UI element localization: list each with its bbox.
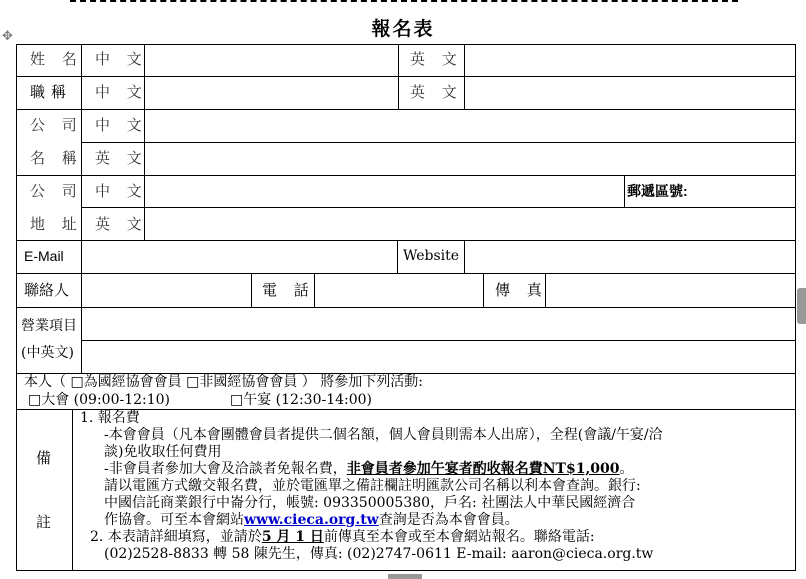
label-job-title-chinese: 中 文 [95,83,148,101]
label-remarks-2: 註 [36,513,52,531]
postal-code-field[interactable] [700,177,794,207]
email-field[interactable] [83,242,395,272]
label-company-2: 公 司 [30,182,83,200]
row-divider [81,207,796,208]
top-dashed-line [70,0,738,8]
label-job-title: 職稱 [30,83,73,101]
company-name-chinese-field[interactable] [146,111,794,141]
row-divider [16,76,796,77]
label-postal-code: 郵遞區號: [627,183,688,199]
note-payment-2: 中國信託商業銀行中崙分行，帳號: 093350005380，戶名: 社團法人中華民國經濟合 [104,495,636,511]
name-chinese-field[interactable] [146,46,396,75]
col-divider [398,44,399,109]
address-english-field[interactable] [146,209,794,239]
job-title-english-field[interactable] [466,78,794,108]
form-title: 報名表 [371,18,435,40]
note-payment-1: 請以電匯方式繳交報名費，並於電匯單之備註欄註明匯款公司名稱以利本會查詢。銀行: [104,478,641,494]
row-divider [16,307,796,308]
attendance-option-lunch[interactable]: □午宴 (12:30-14:00) [230,392,373,408]
attendance-statement: 本人（ □為國經協會會員 □非國經協會會員 ） 將參加下列活動: [24,374,423,390]
business-items-english-field[interactable] [83,342,794,372]
col-divider [144,44,145,240]
item-2-text-a: 2. 本表請詳細填寫，並請於 [90,529,262,545]
remarks-notes [80,410,796,563]
note-item-2-contact: (02)2528-8833 轉 58 陳先生，傳真: (02)2747-0611 E-mail: aaron@cieca.org.tw [104,546,654,562]
label-name-english: 英 文 [410,50,463,68]
label-address: 地 址 [30,215,83,233]
row-divider [81,340,796,341]
label-company-english: 英 文 [95,149,148,167]
col-divider [251,273,252,307]
label-company: 公 司 [30,116,83,134]
note-payment-3 [80,512,796,529]
label-job-title-english: 英 文 [410,83,463,101]
note-member-fee: -本會會員（凡本會團體會員者提供二個名額，個人會員則需本人出席），全程(會議/午宴/洽 [104,427,663,443]
fax-field[interactable] [547,275,794,306]
row-divider [16,109,796,110]
label-email: E-Mail [24,248,64,264]
nonmember-fee-text-c: 。 [619,461,634,477]
business-items-chinese-field[interactable] [83,309,794,339]
item-2-date: 5 月 1 日 [261,529,324,545]
table-border-bottom [16,570,796,571]
label-business-lang: (中英文) [21,345,74,361]
label-name-chinese: 中 文 [95,50,148,68]
label-company-chinese: 中 文 [95,116,148,134]
label-name: 姓 名 [30,50,83,68]
col-divider [483,273,484,307]
item-2-text-b: 前傳真至本會或至本會網站報名。聯絡電話: [323,529,595,545]
col-divider [397,240,398,273]
payment-3-text-a: 作協會。可至本會網站 [104,512,244,528]
label-company-name: 名 稱 [30,149,83,167]
address-chinese-field[interactable] [146,177,622,207]
col-divider [624,175,625,208]
nonmember-fee-text-b: 非會員者參加午宴者酌收報名費NT$1,000 [346,461,620,477]
name-english-field[interactable] [466,46,794,75]
label-address-chinese: 中 文 [95,182,148,200]
col-divider [81,44,82,374]
phone-field[interactable] [316,275,481,306]
col-divider [464,44,465,109]
payment-3-text-b: 查詢是否為本會會員。 [378,512,519,528]
col-divider [72,409,73,571]
side-scroll-tab[interactable] [797,288,806,324]
nonmember-fee-text-a: -非會員者參加大會及洽談者免報名費， [104,461,347,477]
contact-field[interactable] [83,275,249,306]
table-border-left [16,44,17,571]
label-phone: 電 話 [262,281,315,299]
label-business-items: 營業項目 [21,318,77,334]
label-website: Website [403,248,460,264]
website-field[interactable] [466,242,794,272]
attendance-option-conference[interactable]: □大會 (09:00-12:10) [28,392,171,408]
col-divider [464,240,465,273]
label-remarks-1: 備 [36,449,52,467]
row-divider [16,273,796,274]
company-name-english-field[interactable] [146,144,794,174]
bottom-resize-tab[interactable] [388,574,422,579]
label-contact: 聯絡人 [24,281,70,299]
table-move-handle-icon[interactable]: ✥ [2,29,13,44]
label-address-english: 英 文 [95,215,148,233]
note-nonmember-fee [80,461,796,478]
table-border-top [16,44,796,45]
note-item-2 [80,529,796,546]
row-divider [16,240,796,241]
row-divider [81,142,796,143]
website-link[interactable]: www.cieca.org.tw [244,512,379,528]
note-item-1-title: 1. 報名費 [80,410,140,426]
job-title-chinese-field[interactable] [146,78,396,108]
row-divider [16,175,796,176]
label-fax: 傳 真 [495,281,548,299]
note-member-fee-cont: 談)免收取任何費用 [104,444,222,460]
